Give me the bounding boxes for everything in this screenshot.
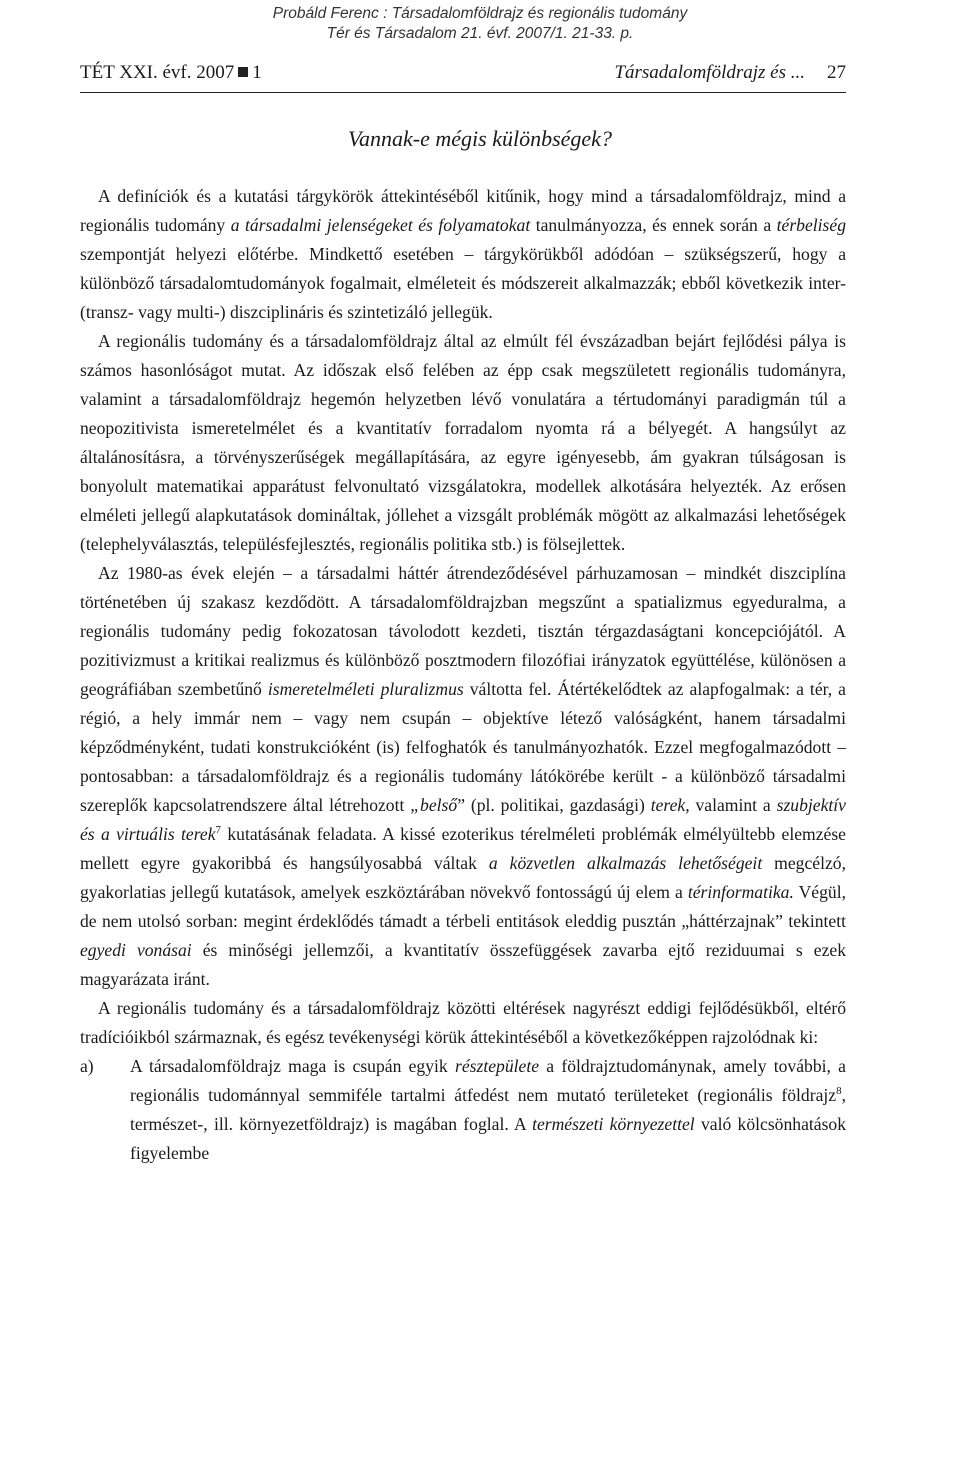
text-run: való kölcsönhatások figyelembe	[130, 1114, 847, 1163]
body-text	[80, 182, 846, 1168]
text-run: a földrajztudománynak, amely további, a regionális tudománnyal semmiféle tartalmi átfedést nem mutató területeket (regionális földrajz	[130, 1056, 846, 1105]
source-citation	[0, 4, 960, 44]
paragraph-3	[80, 559, 846, 994]
text-run: kutatásának feladata. A kissé ezoterikus térelméleti problémák elmélyültebb elemzése mellett egyre gyakoribbá és hangsúlyosabbá váltak	[80, 824, 846, 873]
text-run: , természet-, ill. környezetföldrajz) is magában foglal. A	[130, 1085, 846, 1134]
text-run: tanulmányozza, és ennek során a	[530, 215, 777, 235]
list-item-a	[80, 1052, 846, 1168]
journal-label: TÉT XXI. évf. 2007	[80, 62, 235, 83]
paragraph-1	[80, 182, 846, 327]
text-run: és minőségi jellemzői, a kvantitatív összefüggések zavarba ejtő reziduumai s ezek magyarázata iránt.	[80, 940, 846, 989]
italic-run: térinformatika.	[687, 882, 794, 902]
text-run: A definíciók és a kutatási tárgykörök áttekintéséből kitűnik, hogy mind a társadalomföldrajz, mind a regionális tudomány	[80, 186, 846, 235]
text-run: ” (pl. politikai, gazdasági)	[457, 795, 651, 815]
text-run: váltotta fel. Átértékelődtek az alapfogalmak: a tér, a régió, a hely immár nem – vagy nem csupán – objektíve létező valóságként, hanem társadalmi képződményként, tudati konstrukcióként (is) felfoghatók és tanulmányozhatók. Ezzel megfogalmazódott – pontosabban: a társadalomföldrajz és a regionális tudomány látókörébe került - a különböző társadalmi szereplők kapcsolatrendszere által létrehozott	[80, 679, 846, 815]
text-run: valamint a	[689, 795, 777, 815]
italic-run: a közvetlen alkalmazás lehetőségeit	[488, 853, 763, 873]
footnote-ref: 7	[215, 824, 222, 837]
section-heading: Vannak-e mégis különbségek?	[348, 126, 612, 151]
running-title: Társadalomföldrajz és ...	[614, 62, 805, 83]
italic-run: egyedi vonásai	[80, 940, 192, 960]
footnote-ref: 8	[836, 1085, 842, 1098]
text-run: Az 1980-as évek elején – a társadalmi háttér átrendeződésével párhuzamosan – mindkét diszciplína történetében új szakasz kezdődött. A társadalomföldrajzban megszűnt a spatializmus egyeduralma, a regionális tudomány pedig fokozatosan távolodott kezdeti, tisztán térgazdaságtani koncepciójától. A pozitivizmust a kritikai realizmus és különböző posztmodern filozófiai irányzatok együttélése, különösen a geográfiában szembetűnő	[80, 563, 846, 699]
text-run: Végül, de nem utolsó sorban: megint érdeklődés támadt a térbeli entitások eleddig pusztán „háttérzajnak” tekintett	[80, 882, 846, 931]
italic-run: természeti környezettel	[532, 1114, 695, 1134]
text-run: szempontját helyezi előtérbe. Mindkettő esetében – tárgykörükből adódóan – szükségszerű, hogy a különböző társadalomtudományok fogalmait, elméleteit és módszereit alkalmazzák; ebből következik inter- (transz- vagy multi-) diszciplináris és szintetizáló jellegük.	[80, 244, 846, 322]
source-line-2: Tér és Társadalom 21. évf. 2007/1. 21-33. p.	[326, 25, 634, 42]
italic-run: terek,	[650, 795, 690, 815]
paragraph-2: A regionális tudomány és a társadalomföldrajz által az elmúlt fél évszázadban bejárt fejlődési pálya is számos hasonlóságot mutat. Az időszak első felében az épp csak megszületett regionális tudományra, valamint a társadalomföldrajz hegemón helyzetben lévő vonulatára a tértudományi paradigmán túl a neopozitivista ismeretelmélet és a kvantitatív forradalom nyomta rá a bélyegét. A hangsúlyt az általánosításra, a törvényszerűségek megállapítására, az egyre igényesebb, ám gyakran túlságosan is bonyolult matematikai apparátust felvonultató vizsgálatokra, modellek alkotására helyezték. Az erősen elméleti jellegű alapkutatások domináltak, jóllehet a vizsgált problémák mögött az alkalmazási lehetőségek (telephelyválasztás, településfejlesztés, regionális politika stb.) is fölsejlettek.	[80, 331, 846, 554]
running-head	[80, 62, 846, 93]
running-head-left	[80, 62, 262, 84]
list-marker: a)	[80, 1056, 94, 1076]
running-head-right	[614, 62, 846, 84]
paragraph-4: A regionális tudomány és a társadalomföldrajz közötti eltérések nagyrészt eddigi fejlődésükből, eltérő tradícióikból származnak, és egész tevékenységi körük áttekintéséből a következőképpen rajzolódnak ki:	[80, 998, 846, 1047]
italic-run: a társadalmi jelenségeket és folyamatokat	[230, 215, 531, 235]
italic-run: résztерülete	[454, 1056, 540, 1076]
italic-run: térbeliség	[776, 215, 847, 235]
page-number: 27	[827, 62, 846, 83]
source-line-1: Probáld Ferenc : Társadalomföldrajz és regionális tudomány	[272, 5, 688, 22]
text-run: megcélzó, gyakorlatias jellegű kutatások, amelyek eszköztárában növekvő fontosságú új elem a	[80, 853, 846, 902]
square-bullet-icon	[238, 67, 248, 77]
text-run: A társadalomföldrajz maga is csupán egyik	[130, 1056, 455, 1076]
issue-number: 1	[252, 62, 262, 83]
italic-run: szubjektív és a virtuális terek	[80, 795, 846, 844]
italic-run: ismeretelméleti pluralizmus	[267, 679, 464, 699]
italic-run: „belső	[410, 795, 458, 815]
